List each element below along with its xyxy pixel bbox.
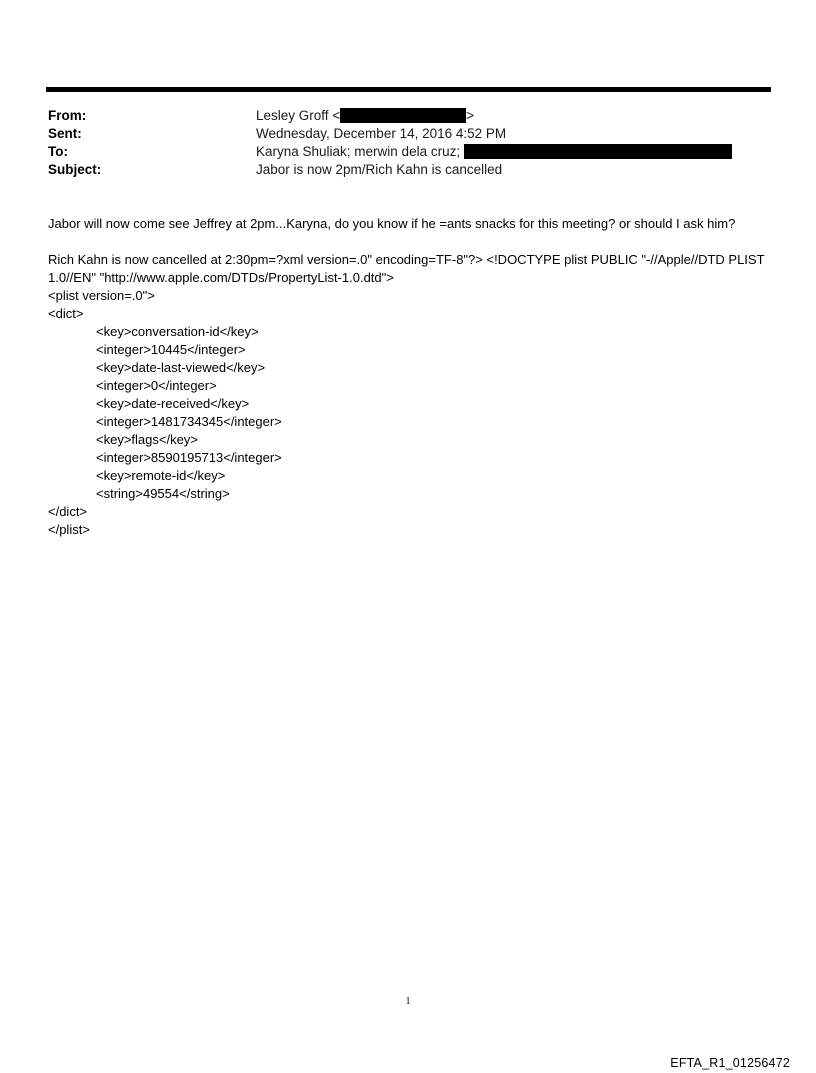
to-value — [256, 143, 732, 161]
subject-row — [48, 161, 768, 179]
from-label: From: — [48, 108, 87, 123]
from-name: Lesley Groff < — [256, 108, 341, 123]
plist-open-tag: <plist version=.0"> — [48, 288, 155, 303]
subject-value: Jabor is now 2pm/Rich Kahn is cancelled — [256, 162, 503, 177]
plist-entry: <string>49554</string> — [96, 486, 230, 501]
body-paragraph: Rich Kahn is now cancelled at 2:30pm=?xml version=.0" encoding=TF-8"?> <!DOCTYPE plist PUBLIC "-//Apple//DTD PLIST — [48, 252, 765, 267]
plist-entry: <key>date-last-viewed</key> — [96, 360, 266, 375]
to-label: To: — [48, 144, 68, 159]
to-row — [48, 143, 768, 161]
plist-entry: <integer>0</integer> — [96, 378, 217, 393]
body-paragraph: 1.0//EN" "http://www.apple.com/DTDs/PropertyList-1.0.dtd"> — [48, 270, 394, 285]
email-body — [48, 215, 778, 539]
from-row — [48, 107, 768, 125]
dict-open-tag: <dict> — [48, 306, 84, 321]
plist-entry: <key>remote-id</key> — [96, 468, 226, 483]
sent-value: Wednesday, December 14, 2016 4:52 PM — [256, 126, 507, 141]
plist-entry: <key>conversation-id</key> — [96, 324, 259, 339]
redaction-bar — [340, 108, 466, 123]
redaction-bar — [464, 144, 732, 159]
to-recipients: Karyna Shuliak; merwin dela cruz; — [256, 144, 461, 159]
header-divider-rule — [46, 87, 771, 92]
dict-close-tag: </dict> — [48, 504, 88, 519]
sent-row — [48, 125, 768, 143]
sent-label: Sent: — [48, 126, 82, 141]
plist-entry: <integer>8590195713</integer> — [96, 450, 282, 465]
plist-entry: <integer>10445</integer> — [96, 342, 246, 357]
email-header — [48, 107, 768, 179]
from-suffix: > — [466, 108, 475, 123]
subject-label: Subject: — [48, 162, 102, 177]
body-paragraph: Jabor will now come see Jeffrey at 2pm...Karyna, do you know if he =ants snacks for this meeting? or should I ask him? — [48, 216, 736, 231]
plist-entry: <integer>1481734345</integer> — [96, 414, 282, 429]
plist-close-tag: </plist> — [48, 522, 90, 537]
from-value — [256, 107, 474, 125]
plist-entry: <key>date-received</key> — [96, 396, 250, 411]
page-number: 1 — [405, 996, 411, 1007]
plist-entry: <key>flags</key> — [96, 432, 198, 447]
document-id: EFTA_R1_01256472 — [670, 1056, 790, 1070]
